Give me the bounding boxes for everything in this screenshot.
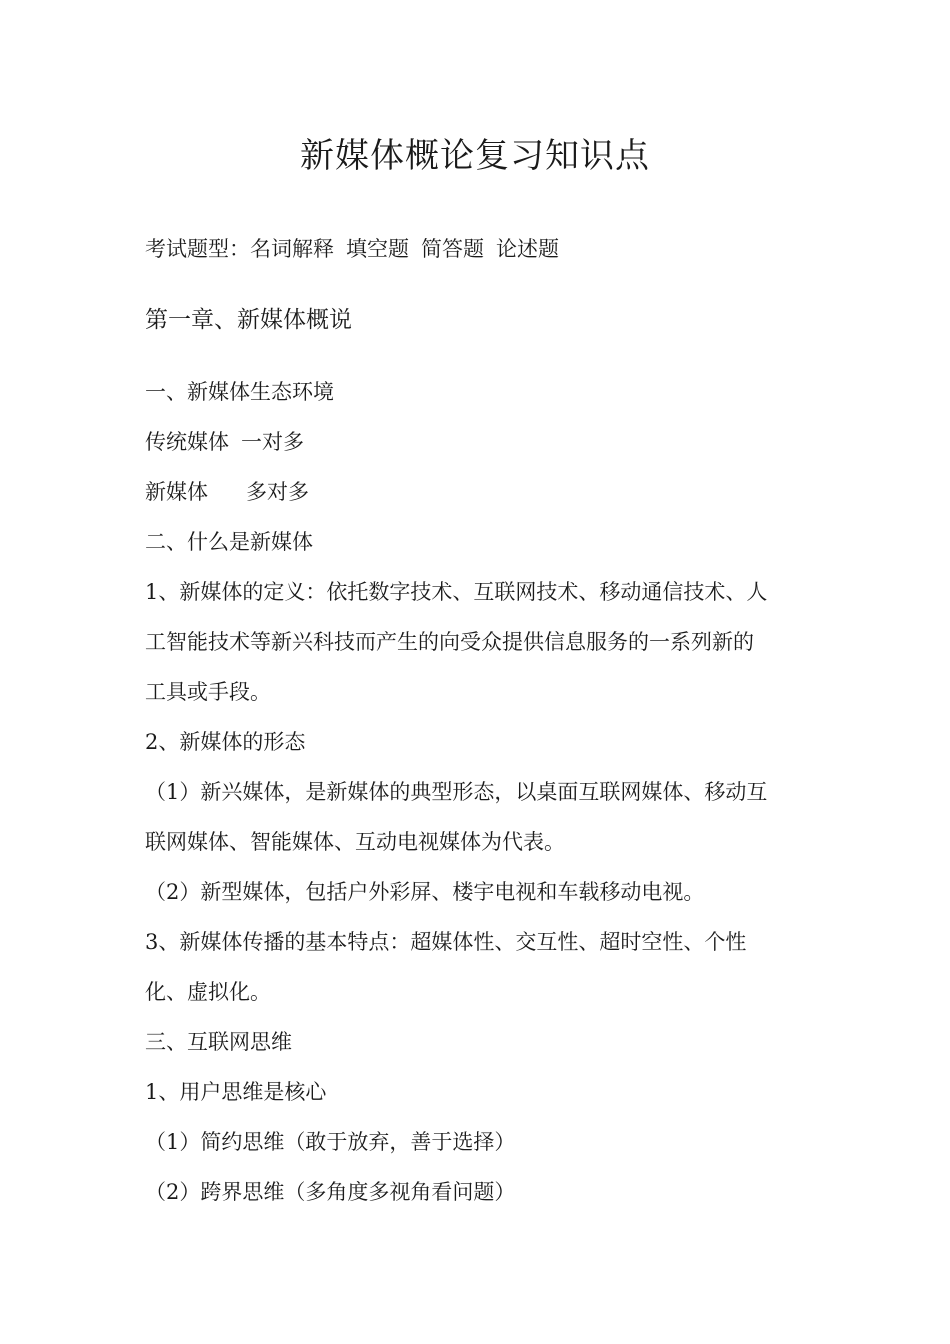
exam-types-label: 考试题型： — [145, 237, 250, 261]
subsection-heading: 2、新媒体的形态 — [145, 730, 306, 754]
paragraph-line: 1、新媒体的定义：依托数字技术、互联网技术、移动通信技术、人 — [145, 580, 768, 604]
exam-types-line — [145, 234, 810, 264]
document-title: 新媒体概论复习知识点 — [300, 136, 650, 176]
list-item: （2）跨界思维（多角度多视角看问题） — [145, 1180, 516, 1204]
subsection-heading: 1、用户思维是核心 — [145, 1080, 327, 1104]
comparison-value: 一对多 — [241, 430, 304, 454]
paragraph-line: 3、新媒体传播的基本特点：超媒体性、交互性、超时空性、个性 — [145, 930, 747, 954]
exam-type-item: 简答题 — [421, 237, 484, 261]
exam-type-item: 论述题 — [496, 237, 559, 261]
exam-type-item: 名词解释 — [250, 237, 334, 261]
comparison-row — [145, 427, 810, 457]
chapter-heading: 第一章、新媒体概说 — [145, 307, 352, 333]
exam-type-item: 填空题 — [346, 237, 409, 261]
comparison-term: 新媒体 — [145, 480, 208, 504]
comparison-row — [145, 477, 810, 507]
paragraph-line: 联网媒体、智能媒体、互动电视媒体为代表。 — [145, 830, 565, 854]
paragraph-line: （2）新型媒体，包括户外彩屏、楼宇电视和车载移动电视。 — [145, 880, 705, 904]
paragraph-line: 化、虚拟化。 — [145, 980, 271, 1004]
paragraph-line: 工智能技术等新兴科技而产生的向受众提供信息服务的一系列新的 — [145, 630, 754, 654]
section-heading: 三、互联网思维 — [145, 1030, 292, 1054]
paragraph-line: 工具或手段。 — [145, 680, 271, 704]
list-item: （1）简约思维（敢于放弃，善于选择） — [145, 1130, 516, 1154]
section-heading: 二、什么是新媒体 — [145, 530, 313, 554]
paragraph-line: （1）新兴媒体，是新媒体的典型形态，以桌面互联网媒体、移动互 — [145, 780, 768, 804]
comparison-term: 传统媒体 — [145, 430, 229, 454]
comparison-value: 多对多 — [246, 480, 309, 504]
section-heading: 一、新媒体生态环境 — [145, 380, 334, 404]
